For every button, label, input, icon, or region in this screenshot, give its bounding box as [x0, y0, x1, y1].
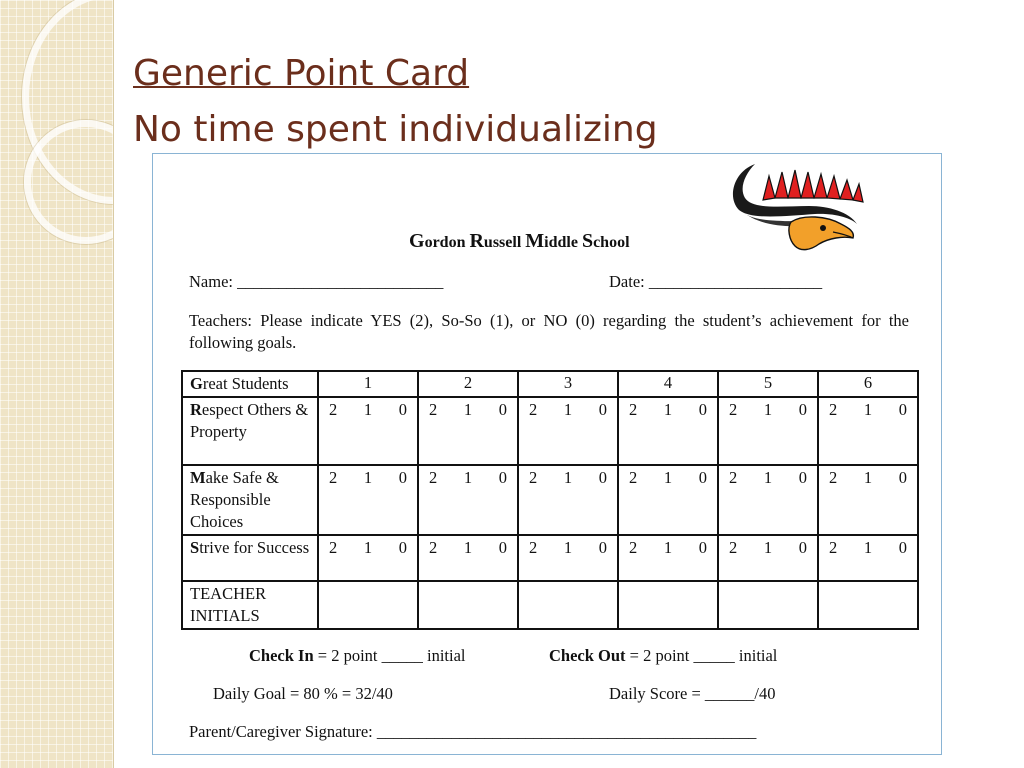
initials-cell[interactable]: [518, 581, 618, 629]
period-header: 6: [818, 371, 918, 397]
score-option[interactable]: 0: [398, 400, 407, 419]
header-label: reat Students: [202, 374, 289, 393]
score-options: [629, 537, 707, 559]
score-option[interactable]: 1: [463, 468, 473, 487]
score-option[interactable]: 2: [329, 468, 338, 487]
score-option[interactable]: 1: [663, 468, 673, 487]
score-option[interactable]: 1: [763, 400, 773, 419]
score-cell[interactable]: [418, 465, 518, 535]
initials-cell[interactable]: [818, 581, 918, 629]
score-option[interactable]: 0: [898, 538, 907, 557]
score-cell[interactable]: [318, 397, 418, 465]
signature-field[interactable]: Parent/Caregiver Signature: ______________________________________________: [189, 722, 757, 741]
score-options: [629, 467, 707, 489]
score-option[interactable]: 1: [563, 538, 573, 557]
score-option[interactable]: 0: [798, 468, 807, 487]
initials-cell[interactable]: [418, 581, 518, 629]
school-word: ussell: [483, 234, 526, 251]
check-in-label: Check In: [249, 646, 314, 665]
score-cell[interactable]: [818, 535, 918, 581]
score-options: [329, 399, 407, 421]
goal-text: ake Safe & Responsible Choices: [190, 468, 279, 531]
score-options: [329, 537, 407, 559]
score-option[interactable]: 2: [729, 400, 738, 419]
instructions-text: Teachers: Please indicate YES (2), So-So (1), or NO (0) regarding the student’s achievement for the following goals.: [189, 311, 909, 352]
score-option[interactable]: 0: [898, 400, 907, 419]
teacher-initials-label: TEACHER INITIALS: [182, 581, 318, 629]
goal-initial: S: [190, 538, 200, 557]
goals-table: [181, 370, 919, 630]
school-initial: R: [469, 230, 484, 252]
slide-title: [133, 46, 658, 158]
score-option[interactable]: 2: [629, 400, 638, 419]
score-option[interactable]: 0: [498, 400, 507, 419]
score-option[interactable]: 1: [363, 400, 373, 419]
score-option[interactable]: 2: [829, 538, 838, 557]
score-option[interactable]: 1: [563, 468, 573, 487]
score-option[interactable]: 2: [529, 538, 538, 557]
table-row-teacher-initials: [182, 581, 918, 629]
goal-initial: M: [190, 468, 206, 487]
daily-score-field[interactable]: Daily Score = ______/40: [609, 684, 776, 703]
score-option[interactable]: 1: [863, 400, 873, 419]
score-option[interactable]: 0: [498, 468, 507, 487]
score-option[interactable]: 1: [863, 538, 873, 557]
school-mascot-logo: [725, 158, 865, 254]
score-option[interactable]: 2: [429, 538, 438, 557]
slide-title-line1: Generic Point Card: [133, 53, 470, 94]
score-option[interactable]: 2: [629, 468, 638, 487]
score-options: [729, 537, 807, 559]
score-options: [529, 467, 607, 489]
score-option[interactable]: 0: [898, 468, 907, 487]
score-option[interactable]: 0: [398, 538, 407, 557]
table-header-row: [182, 371, 918, 397]
table-row-strive: [182, 535, 918, 581]
check-in-field[interactable]: = 2 point _____ initial: [313, 646, 466, 665]
score-option[interactable]: 2: [729, 468, 738, 487]
goal-label: [182, 465, 318, 535]
slide-title-line2: No time spent individualizing: [133, 109, 658, 150]
check-out-line: [549, 646, 777, 666]
goal-label: [182, 535, 318, 581]
score-options: [829, 399, 907, 421]
point-card: [152, 153, 942, 755]
score-option[interactable]: 2: [329, 538, 338, 557]
score-option[interactable]: 0: [698, 468, 707, 487]
initials-cell[interactable]: [618, 581, 718, 629]
date-field[interactable]: Date: _____________________: [609, 272, 823, 291]
check-out-label: Check Out: [549, 646, 626, 665]
score-options: [729, 467, 807, 489]
score-option[interactable]: 2: [529, 468, 538, 487]
score-options: [329, 467, 407, 489]
name-field[interactable]: Name: _________________________: [189, 272, 444, 291]
score-option[interactable]: 1: [363, 538, 373, 557]
period-header: 3: [518, 371, 618, 397]
score-cell[interactable]: [518, 535, 618, 581]
school-word: chool: [593, 234, 630, 251]
school-initial: G: [409, 230, 425, 252]
check-in-line: [249, 646, 465, 666]
score-cell[interactable]: [518, 465, 618, 535]
score-option[interactable]: 1: [463, 400, 473, 419]
score-option[interactable]: 2: [729, 538, 738, 557]
score-option[interactable]: 0: [798, 538, 807, 557]
decorative-side-strip: [0, 0, 114, 768]
score-option[interactable]: 2: [429, 400, 438, 419]
table-row-make-safe: [182, 465, 918, 535]
score-option[interactable]: 2: [529, 400, 538, 419]
score-option[interactable]: 0: [798, 400, 807, 419]
score-cell[interactable]: [718, 397, 818, 465]
table-row-respect: [182, 397, 918, 465]
score-option[interactable]: 0: [698, 538, 707, 557]
score-option[interactable]: 1: [663, 400, 673, 419]
score-option[interactable]: 0: [598, 400, 607, 419]
school-word: ordon: [424, 234, 470, 251]
score-options: [429, 467, 507, 489]
school-name: [409, 230, 630, 253]
goal-initial: R: [190, 400, 202, 419]
score-options: [429, 399, 507, 421]
score-option[interactable]: 0: [698, 400, 707, 419]
score-option[interactable]: 1: [563, 400, 573, 419]
goal-text: trive for Success: [199, 538, 310, 557]
score-option[interactable]: 2: [629, 538, 638, 557]
score-option[interactable]: 0: [598, 538, 607, 557]
score-option[interactable]: 2: [829, 400, 838, 419]
score-options: [529, 537, 607, 559]
score-cell[interactable]: [518, 397, 618, 465]
period-header: 4: [618, 371, 718, 397]
score-option[interactable]: 1: [763, 468, 773, 487]
score-options: [829, 467, 907, 489]
score-options: [829, 537, 907, 559]
goal-text: espect Others & Property: [190, 400, 309, 441]
score-options: [629, 399, 707, 421]
school-initial: M: [525, 230, 545, 252]
score-option[interactable]: 1: [463, 538, 473, 557]
score-option[interactable]: 1: [863, 468, 873, 487]
score-cell[interactable]: [318, 535, 418, 581]
score-cell[interactable]: [318, 465, 418, 535]
header-initial: G: [190, 374, 203, 393]
score-cell[interactable]: [618, 397, 718, 465]
score-option[interactable]: 2: [829, 468, 838, 487]
period-header: 5: [718, 371, 818, 397]
score-options: [729, 399, 807, 421]
score-option[interactable]: 2: [329, 400, 338, 419]
daily-goal: Daily Goal = 80 % = 32/40: [213, 684, 393, 703]
score-option[interactable]: 0: [498, 538, 507, 557]
check-out-field[interactable]: = 2 point _____ initial: [625, 646, 778, 665]
score-option[interactable]: 2: [429, 468, 438, 487]
score-cell[interactable]: [718, 535, 818, 581]
score-cell[interactable]: [418, 397, 518, 465]
header-great-students: [182, 371, 318, 397]
score-cell[interactable]: [818, 397, 918, 465]
score-options: [529, 399, 607, 421]
initials-cell[interactable]: [718, 581, 818, 629]
score-cell[interactable]: [418, 535, 518, 581]
score-option[interactable]: 1: [363, 468, 373, 487]
score-option[interactable]: 1: [663, 538, 673, 557]
period-header: 2: [418, 371, 518, 397]
initials-cell[interactable]: [318, 581, 418, 629]
score-option[interactable]: 0: [398, 468, 407, 487]
score-cell[interactable]: [618, 535, 718, 581]
period-header: 1: [318, 371, 418, 397]
score-cell[interactable]: [618, 465, 718, 535]
score-cell[interactable]: [718, 465, 818, 535]
score-option[interactable]: 0: [598, 468, 607, 487]
score-options: [429, 537, 507, 559]
score-cell[interactable]: [818, 465, 918, 535]
score-option[interactable]: 1: [763, 538, 773, 557]
school-initial: S: [581, 230, 594, 252]
goal-label: [182, 397, 318, 465]
school-word: iddle: [544, 234, 582, 251]
